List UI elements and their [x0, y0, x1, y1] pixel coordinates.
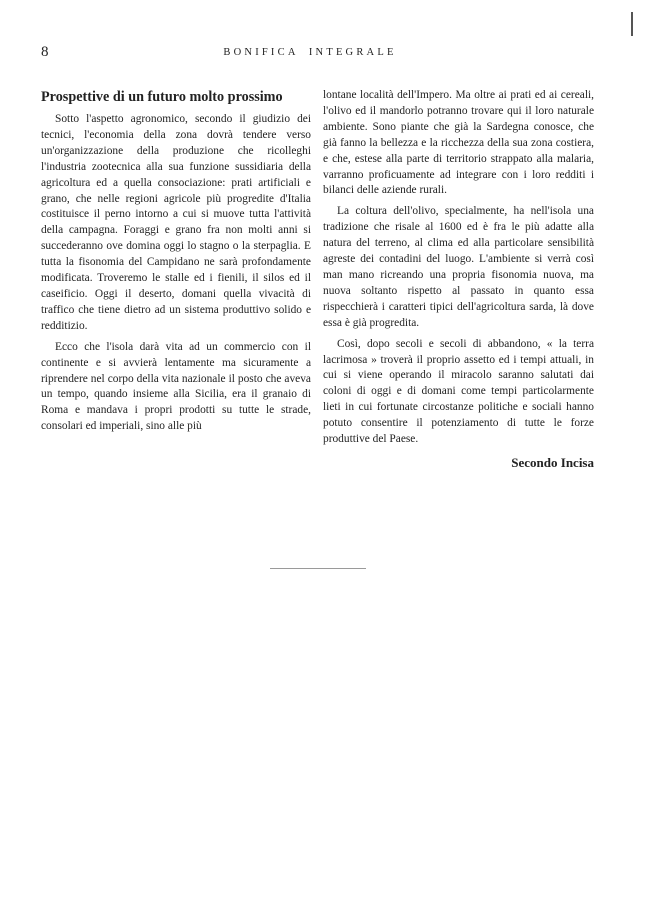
paragraph: Ecco che l'isola darà vita ad un commercio con il continente e si avvierà lentamente ma sicuramente a riprendere nel corpo della vita nazionale il posto che aveva un tempo, quando insieme alla Sicilia, era il granaio di Roma e mandava i propri prodotti su tutte le strade, consolari ed imperiali, sino alle più: [41, 340, 311, 433]
paragraph: La coltura dell'olivo, specialmente, ha nell'isola una tradizione che risale al 1600 ed è fra le più adatte alla natura del terreno, al clima ed alla particolare sensibilità agreste dei contadini del luogo. L'ambiente si verrà così man mano ricreando una propria fisonomia nuova, ma nuova soltanto rispetto al passato in quanto essa rispecchierà i caratteri tipici dell'agricoltura sarda, là dove essa è già progredita.: [323, 205, 594, 329]
left-column: [41, 88, 311, 440]
paragraph: Così, dopo secoli e secoli di abbandono, « la terra lacrimosa » troverà il proprio assetto ed i tempi attuali, in cui si viene operando il miracolo saranno salutati dai coloni di oggi e di domani come tempi particolarmente lieti in cui fortunate circostanze politiche e sociali hanno potuto consentire il potenziamento di tutte le forze produttive del Paese.: [323, 337, 594, 446]
article-title: Prospettive di un futuro molto prossimo: [41, 89, 283, 105]
section-divider: [270, 568, 366, 569]
paragraph-continued: lontane località dell'Impero. Ma oltre ai prati ed ai cereali, l'olivo ed il mandorlo potranno trovare qui il loro naturale ambiente. Sono piante che già la Sardegna conosce, che già fanno la bellezza e la ricchezza della sua zona costiera, e che, estese alla parte di territorio strappato alla malaria, varranno proficuamente ad integrare con i loro redditi i bilanci delle aziende rurali.: [323, 89, 594, 197]
paragraph: Sotto l'aspetto agronomico, secondo il giudizio dei tecnici, l'economia della zona dovrà tendere verso un'organizzazione della produzione che ricolleghi l'industria zootecnica alla sua funzione sussidiaria della agricoltura ed a quella consociazione: prati artificiali e grano, che nelle regioni agricole più progredite d'Italia costituisce il perno intorno a cui si muove tutta l'attività della campagna. Foraggi e grano fra non molti anni si succederanno ove domina oggi lo stagno o la sterpaglia. E tutta la fisonomia del Campidano ne sarà profondamente modificata. Troveremo le stalle ed i fienili, il silos ed il caseificio. Oggi il deserto, domani quella vivacità di traffico che tiene dietro ad un sistema produttivo solido e redditizio.: [41, 113, 311, 332]
author-signature: Secondo Incisa: [511, 454, 594, 470]
page-number: 8: [41, 44, 49, 60]
running-title: BONIFICA INTEGRALE: [223, 47, 397, 58]
right-column: [323, 88, 594, 471]
edge-mark: [631, 12, 633, 36]
